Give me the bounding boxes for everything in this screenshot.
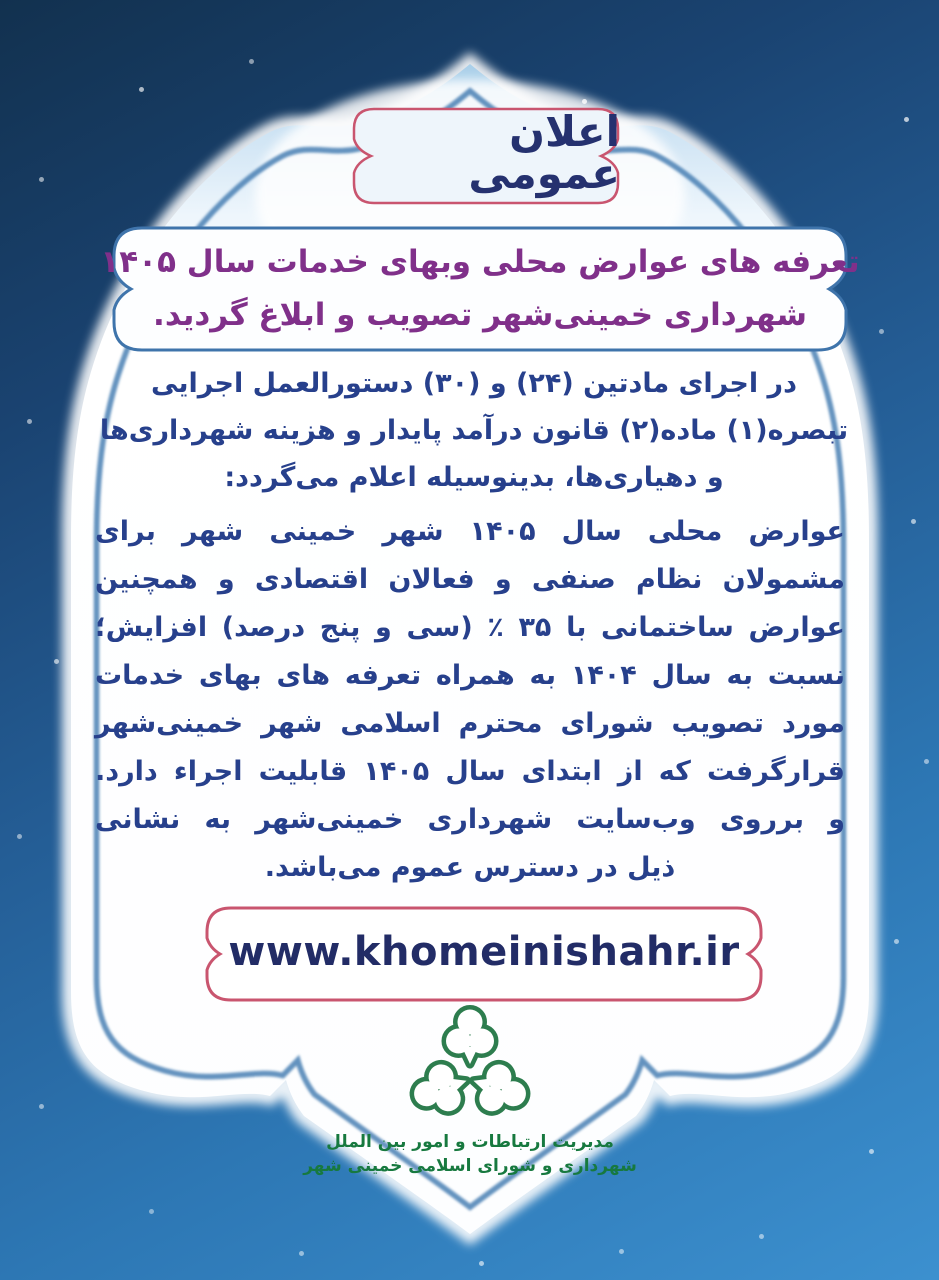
body-line: قرارگرفت که از ابتدای سال ۱۴۰۵ قابلیت اجراء دارد. [95, 756, 845, 787]
subtitle-line: تعرفه های عوارض محلی وبهای خدمات سال ۱۴۰۵ [100, 244, 860, 280]
title-cartouche [352, 107, 620, 205]
page-title: اعلان عمومی [468, 107, 620, 198]
intro-line: تبصره(۱) ماده(۲) قانون درآمد پایدار و هزینه شهرداری‌ها [99, 415, 849, 446]
trefoil-icon [407, 1058, 474, 1120]
municipality-logo [400, 1004, 540, 1130]
trefoil-icon [446, 1010, 494, 1065]
website-link[interactable]: www.khomeinishahr.ir [228, 929, 740, 975]
footer-caption-line: مدیریت ارتباطات و امور بین الملل [326, 1132, 614, 1152]
intro-line: در اجرای مادتین (۲۴) و (۳۰) دستورالعمل اجرایی [151, 368, 797, 399]
footer-caption-line: شهرداری و شورای اسلامی خمینی شهر [303, 1156, 637, 1176]
body-line: مشمولان نظام صنفی و فعالان اقتصادی و همچنین [95, 564, 845, 595]
body-line: عوارض ساختمانی با ۳۵ ٪ (سی و پنج درصد) افزایش؛ [95, 612, 845, 643]
intro-paragraph [98, 360, 850, 501]
body-line: مورد تصویب شورای محترم اسلامی شهر خمینی‌شهر [95, 708, 845, 739]
subtitle-banner [100, 226, 860, 352]
body-line: ذیل در دسترس عموم می‌باشد. [264, 852, 676, 883]
body-paragraph [95, 508, 845, 892]
municipality-logo-svg [400, 1004, 540, 1130]
body-line: عوارض محلی سال ۱۴۰۵ شهر خمینی شهر برای [95, 516, 845, 547]
footer-caption [270, 1130, 670, 1178]
trefoil-icon [466, 1058, 533, 1120]
body-line: و برروی وب‌سایت شهرداری خمینی‌شهر به نشانی [95, 804, 845, 835]
body-line: نسبت به سال ۱۴۰۴ به همراه تعرفه های بهای خدمات [95, 660, 846, 691]
website-cartouche [205, 906, 763, 1002]
subtitle-line: شهرداری خمینی‌شهر تصویب و ابلاغ گردید. [153, 297, 807, 333]
intro-line: و دهیاری‌ها، بدینوسیله اعلام می‌گردد: [224, 462, 724, 493]
